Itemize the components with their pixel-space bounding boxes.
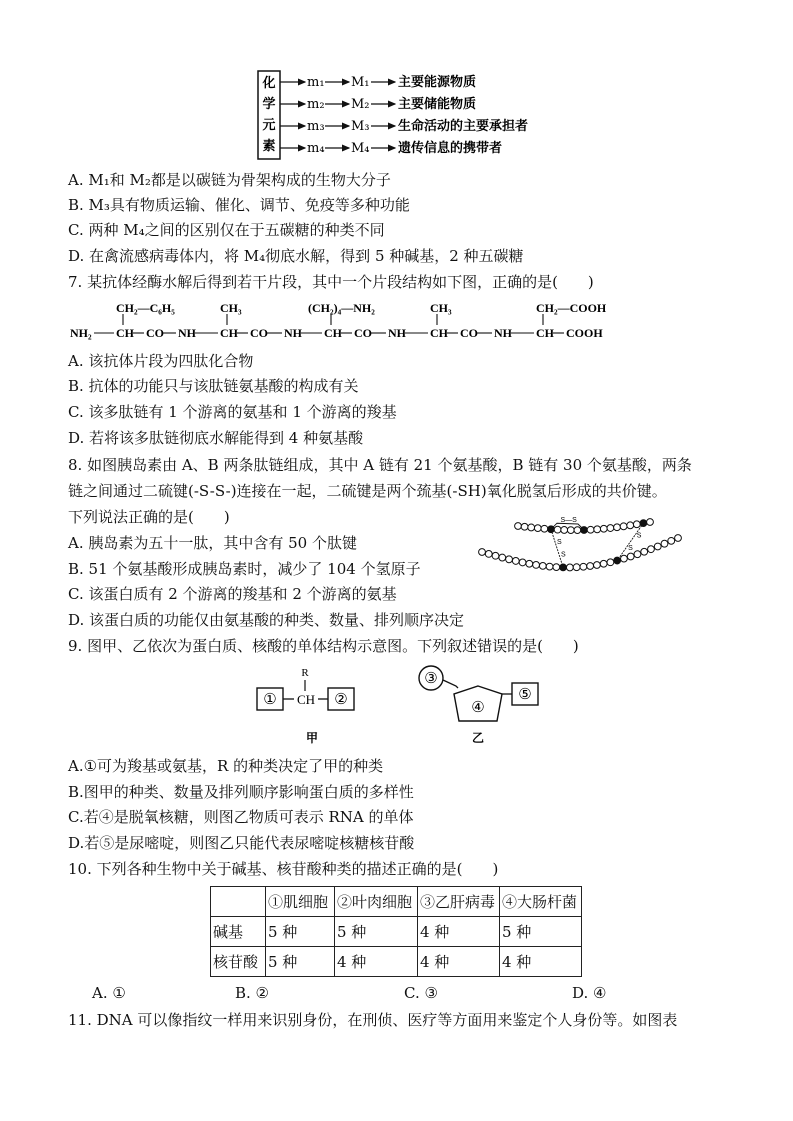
table-cell: 4 种 — [500, 947, 582, 977]
q9-option-d: D.若⑤是尿嘧啶，则图乙只能代表尿嘧啶核糖核苷酸 — [68, 834, 415, 852]
chain-a-residue — [633, 521, 640, 528]
table-cell: 5 种 — [266, 947, 335, 977]
table-cell: 5 种 — [335, 917, 418, 947]
yi-circle-3-label: ③ — [424, 669, 438, 687]
chain-b-residue — [566, 564, 573, 571]
table-cell: 4 种 — [418, 917, 500, 947]
side-chain-label: CH₂—C₆H₅ — [116, 301, 175, 315]
q6-option-c: C. 两种 M₄之间的区别仅在于五碳糖的种类不同 — [68, 221, 385, 239]
table-header-cell: ④大肠杆菌 — [500, 887, 582, 917]
chain-a-residue — [614, 524, 621, 531]
table-row-label: 核苷酸 — [211, 947, 266, 977]
main-chain-token: NH₂ — [70, 326, 92, 340]
chain-b-residue — [526, 560, 533, 567]
chain-b-residue — [627, 553, 634, 560]
q8-option-b: B. 51 个氨基酸形成胰岛素时，减少了 104 个氢原子 — [68, 560, 421, 578]
q9-option-a: A.①可为羧基或氨基，R 的种类决定了甲的种类 — [68, 757, 384, 775]
side-chain-label: CH₃ — [220, 301, 242, 315]
element-box-char: 素 — [262, 139, 276, 154]
main-chain-token: CO — [354, 326, 372, 340]
q10-option-a: A. ① — [92, 984, 126, 1002]
table-row-label: 碱基 — [211, 917, 266, 947]
chain-b-residue — [668, 537, 675, 544]
main-chain-token: CH — [116, 326, 134, 340]
q10-option-b: B. ② — [235, 984, 270, 1002]
chain-b-residue — [634, 551, 641, 558]
chain-b-residue — [600, 560, 607, 567]
chain-a-residue — [534, 525, 541, 532]
monomer-jia-diagram — [256, 662, 362, 746]
chain-a-residue — [600, 525, 607, 532]
chain-b-residue — [519, 559, 526, 566]
q9-option-b: B.图甲的种类、数量及排列顺序影响蛋白质的多样性 — [68, 783, 414, 801]
q10-option-d: D. ④ — [572, 984, 607, 1002]
table-cell: 4 种 — [335, 947, 418, 977]
yi-caption: 乙 — [471, 731, 485, 745]
chain-b-residue — [479, 549, 486, 556]
big-m-label: M₂ — [351, 97, 370, 112]
chain-b-residue — [587, 563, 594, 570]
chain-b-residue — [661, 540, 668, 547]
table-row — [211, 947, 582, 977]
chain-a-residue — [640, 520, 647, 527]
monomer-yi-diagram — [414, 664, 544, 746]
chain-b-residue — [648, 546, 655, 553]
table-cell: 4 种 — [418, 947, 500, 977]
peptide-svg — [70, 300, 630, 346]
main-chain-token: CO — [460, 326, 478, 340]
q11-stem: 11. DNA 可以像指纹一样用来识别身份，在刑侦、医疗等方面用来鉴定个人身份等。如图表 — [68, 1011, 678, 1029]
chain-b-residue — [492, 552, 499, 559]
q8-stem-line-2: 链之间通过二硫键(-S-S-)连接在一起，二硫键是两个巯基(-SH)氧化脱氢后形成的共价键。 — [68, 482, 667, 500]
q6-option-d: D. 在禽流感病毒体内，将 M₄彻底水解，得到 5 种碱基，2 种五碳糖 — [68, 247, 524, 265]
main-chain-token: NH — [494, 326, 512, 340]
main-chain-token: COOH — [566, 326, 603, 340]
q9-option-c: C.若④是脱氧核糖，则图乙物质可表示 RNA 的单体 — [68, 808, 414, 826]
q7-stem: 7. 某抗体经酶水解后得到若干片段，其中一个片段结构如下图，正确的是( ) — [68, 273, 594, 291]
main-chain-token: NH — [388, 326, 406, 340]
jia-caption: 甲 — [305, 731, 319, 745]
chain-a-residue — [627, 522, 634, 529]
small-m-label: m₃ — [307, 119, 325, 134]
table-cell: 5 种 — [500, 917, 582, 947]
chain-b-residue — [675, 535, 682, 542]
inter-disulfide-bond — [551, 529, 563, 567]
table-header-cell: ①肌细胞 — [266, 887, 335, 917]
element-description: 主要能源物质 — [398, 75, 477, 90]
chain-b-residue — [485, 550, 492, 557]
q10-table — [210, 886, 582, 977]
chain-a-residue — [554, 526, 561, 533]
chain-a-residue — [541, 525, 548, 532]
chain-b-residue — [573, 564, 580, 571]
side-chain-label: (CH₂)₄—NH₂ — [308, 301, 375, 315]
sulfur-label: S — [556, 538, 562, 546]
insulin-svg — [474, 512, 690, 592]
jia-box-2-label: ② — [334, 690, 348, 708]
chain-b-residue — [533, 562, 540, 569]
chain-b-residue — [641, 548, 648, 555]
q8-option-a: A. 胰岛素为五十一肽，其中含有 50 个肽键 — [68, 534, 357, 552]
element-box-char: 化 — [262, 76, 276, 91]
chain-b-residue — [560, 564, 567, 571]
chain-b-residue — [553, 564, 560, 571]
yi-center-4-label: ④ — [471, 698, 485, 716]
chain-a-residue — [620, 523, 627, 530]
big-m-label: M₁ — [351, 75, 370, 90]
chain-b-residue — [546, 563, 553, 570]
side-chain-label: CH₂—COOH — [536, 301, 607, 315]
q7-option-c: C. 该多肽链有 1 个游离的氨基和 1 个游离的羧基 — [68, 403, 397, 421]
element-description: 生命活动的主要承担者 — [398, 119, 529, 134]
q10-option-c: C. ③ — [404, 984, 438, 1002]
element-description: 遗传信息的携带者 — [398, 141, 503, 156]
small-m-label: m₄ — [307, 141, 325, 156]
table-header-cell — [211, 887, 266, 917]
chain-b-residue — [621, 555, 628, 562]
table-header-cell: ②叶肉细胞 — [335, 887, 418, 917]
monomer-yi-svg — [414, 664, 544, 746]
q7-option-a: A. 该抗体片段为四肽化合物 — [68, 352, 254, 370]
jia-center-label: CH — [296, 692, 316, 707]
q6-option-a: A. M₁和 M₂都是以碳链为骨架构成的生物大分子 — [68, 171, 391, 189]
chain-a-residue — [515, 523, 522, 530]
big-m-label: M₄ — [351, 141, 370, 156]
main-chain-token: NH — [284, 326, 302, 340]
chain-b-residue — [607, 559, 614, 566]
monomer-jia-svg — [256, 662, 362, 746]
table-header-row — [211, 887, 582, 917]
chain-b-residue — [593, 562, 600, 569]
chain-a-residue — [607, 525, 614, 532]
chain-b-residue — [580, 563, 587, 570]
chain-a-residue — [594, 526, 601, 533]
elements-diagram — [257, 70, 547, 162]
big-m-label: M₃ — [351, 119, 370, 134]
q7-option-b: B. 抗体的功能只与该肽链氨基酸的构成有关 — [68, 377, 359, 395]
q6-option-b: B. M₃具有物质运输、催化、调节、免疫等多种功能 — [68, 196, 410, 214]
table-row — [211, 917, 582, 947]
element-box-char: 学 — [262, 97, 276, 112]
insulin-diagram — [474, 512, 690, 592]
main-chain-token: CO — [146, 326, 164, 340]
main-chain-token: NH — [178, 326, 196, 340]
chain-b-residue — [506, 556, 513, 563]
elements-diagram-svg — [257, 70, 547, 162]
chain-a-residue — [561, 527, 568, 534]
chain-a-residue — [528, 524, 535, 531]
sulfur-label: S — [636, 532, 642, 540]
q8-stem-line-3: 下列说法正确的是( ) — [68, 508, 230, 526]
chain-b-residue — [654, 543, 661, 550]
table-header-cell: ③乙肝病毒 — [418, 887, 500, 917]
element-description: 主要储能物质 — [398, 97, 477, 112]
chain-b-residue — [614, 557, 621, 564]
q8-stem-line-1: 8. 如图胰岛素由 A、B 两条肽链组成，其中 A 链有 21 个氨基酸，B 链有 30 个氨基酸，两条 — [68, 456, 692, 474]
main-chain-token: CH — [220, 326, 238, 340]
main-chain-token: CO — [250, 326, 268, 340]
main-chain-token: CH — [430, 326, 448, 340]
small-m-label: m₁ — [307, 75, 325, 90]
small-m-label: m₂ — [307, 97, 325, 112]
main-chain-token: CH — [536, 326, 554, 340]
chain-b-residue — [499, 554, 506, 561]
chain-a-residue — [521, 523, 528, 530]
chain-a-residue — [647, 519, 654, 526]
chain-b-residue — [539, 562, 546, 569]
q7-option-d: D. 若将该多肽链彻底水解能得到 4 种氨基酸 — [68, 429, 364, 447]
q8-option-d: D. 该蛋白质的功能仅由氨基酸的种类、数量、排列顺序决定 — [68, 611, 465, 629]
chain-b-residue — [512, 558, 519, 565]
yi-box-5-label: ⑤ — [518, 685, 532, 703]
peptide-structure — [70, 300, 630, 346]
main-chain-token: CH — [324, 326, 342, 340]
side-chain-label: CH₃ — [430, 301, 452, 315]
sulfur-label: S — [628, 544, 633, 552]
q9-stem: 9. 图甲、乙依次为蛋白质、核酸的单体结构示意图。下列叙述错误的是( ) — [68, 637, 579, 655]
q10-stem: 10. 下列各种生物中关于碱基、核苷酸种类的描述正确的是( ) — [68, 860, 499, 878]
jia-r-label: R — [301, 667, 309, 679]
chain-a-residue — [587, 526, 594, 533]
sulfur-label: S — [560, 551, 566, 559]
chain-a-residue — [567, 527, 574, 534]
table-cell: 5 种 — [266, 917, 335, 947]
q8-option-c: C. 该蛋白质有 2 个游离的羧基和 2 个游离的氨基 — [68, 585, 397, 603]
disulfide-label: S—S — [560, 517, 577, 525]
element-box-char: 元 — [262, 118, 276, 133]
chain-a-residue — [574, 527, 581, 534]
jia-box-1-label: ① — [263, 690, 277, 708]
